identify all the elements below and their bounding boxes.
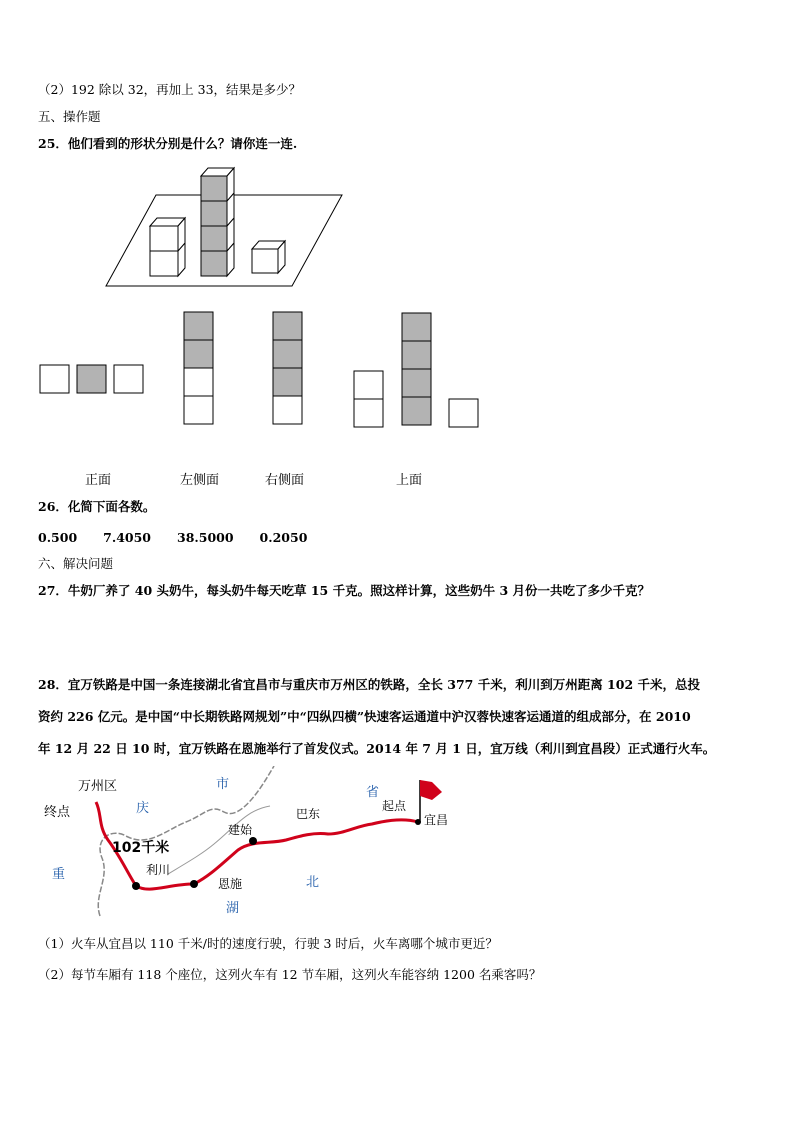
number-4: 0.2050 [259, 530, 308, 545]
question-25: 25．他们看到的形状分别是什么？请你连一连. [38, 136, 298, 151]
map-label-start: 起点 [382, 799, 407, 813]
map-label-yichang: 宜昌 [424, 813, 449, 827]
question-28-line-2: 资约 226 亿元。是中国“中长期铁路网规划”中“四纵四横”快速客运通道中沪汉蓉快速客运通道的组成部分，在 2010 [38, 709, 691, 724]
question-28-part-1: （1）火车从宜昌以 110 千米/时的速度行驶，行驶 3 时后，火车离哪个城市更近？ [38, 936, 498, 951]
question-27: 27．牛奶厂养了 40 头奶牛，每头奶牛每天吃草 15 千克。照这样计算，这些奶牛 3 月份一共吃了多少千克？ [38, 583, 650, 598]
label-right-side: 右侧面 [265, 473, 305, 488]
number-3: 38.5000 [177, 530, 234, 545]
question-28-part-2: （2）每节车厢有 118 个座位，这列火车有 12 节车厢，这列火车能容纳 1200 名乘客吗？ [38, 967, 542, 982]
section-heading-6: 六、解决问题 [38, 556, 114, 571]
cubes-perspective-figure [100, 163, 350, 293]
map-label-jianshi: 建始 [228, 823, 253, 837]
map-label-enshi: 恩施 [218, 877, 243, 891]
map-label-wanzhou: 万州区 [78, 779, 118, 794]
map-label-badong: 巴东 [296, 807, 321, 821]
railway-map [38, 766, 468, 924]
question-26: 26．化简下面各数。 [38, 499, 156, 514]
map-label-bei: 北 [306, 875, 320, 890]
label-front: 正面 [85, 473, 112, 488]
map-label-chong2: 重 [52, 867, 66, 882]
number-1: 0.500 [38, 530, 78, 545]
front-view-shape [38, 363, 148, 395]
map-label-terminal: 终点 [44, 805, 71, 820]
question-28-line-1: 28．宜万铁路是中国一条连接湖北省宜昌市与重庆市万州区的铁路，全长 377 千米，利川到万州距离 102 千米，总投 [38, 677, 700, 692]
question-28-line-3: 年 12 月 22 日 10 时，宜万铁路在恩施举行了首发仪式。2014 年 7 月 1 日，宜万线（利川到宜昌段）正式通行火车。 [38, 741, 716, 756]
top-view-shape [352, 311, 484, 433]
right-side-view-shape [271, 310, 305, 430]
left-side-view-shape [182, 310, 216, 430]
label-top: 上面 [396, 473, 423, 488]
question-28 [38, 669, 758, 765]
map-label-distance: 102千米 [112, 840, 170, 856]
question-24-part-2: （2）192 除以 32，再加上 33，结果是多少？ [38, 82, 302, 97]
map-label-lichuan: 利川 [146, 863, 171, 877]
section-heading-5: 五、操作题 [38, 109, 101, 124]
map-label-shi: 市 [216, 777, 230, 792]
map-label-hu: 湖 [226, 901, 240, 916]
number-2: 7.4050 [103, 530, 151, 545]
map-label-chong: 庆 [136, 801, 150, 816]
numbers-row [38, 530, 333, 546]
map-label-sheng: 省 [366, 785, 380, 800]
label-left-side: 左侧面 [180, 473, 220, 488]
